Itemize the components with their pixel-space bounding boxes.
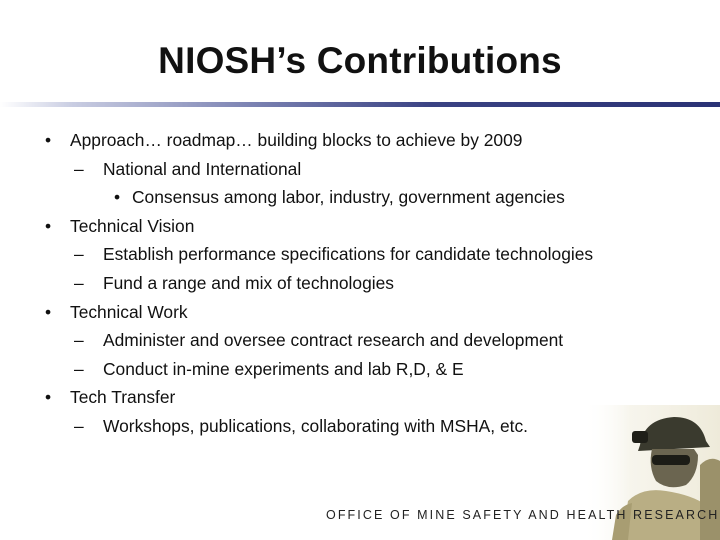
bullet-text: Technical Vision — [70, 215, 195, 236]
sub-bullet-item — [0, 240, 720, 269]
sub-sub-bullet-text: Consensus among labor, industry, government agencies — [132, 187, 565, 208]
sub-bullet-item — [0, 326, 720, 355]
sub-bullet-marker: – — [74, 358, 84, 379]
bullet-marker: • — [45, 387, 52, 408]
bullet-text: Tech Transfer — [70, 387, 176, 408]
bullet-marker: • — [45, 130, 52, 150]
sub-bullet-text: Administer and oversee contract research and development — [103, 330, 564, 351]
sub-bullet-marker: – — [74, 415, 84, 436]
sub-bullet-item — [0, 355, 720, 384]
sub-bullet-text: Fund a range and mix of technologies — [103, 272, 394, 293]
sub-bullet-item — [0, 155, 720, 184]
sub-bullet-text: Workshops, publications, collaborating with MSHA, etc. — [103, 415, 528, 436]
bullet-list — [0, 126, 720, 441]
sub-sub-bullet-marker: • — [114, 187, 121, 208]
sub-bullet-text: Conduct in-mine experiments and lab R,D, & E — [103, 358, 464, 379]
sub-bullet-marker: – — [74, 272, 84, 293]
bullet-item — [0, 298, 720, 327]
sub-bullet-marker: – — [74, 244, 84, 265]
bullet-item — [0, 126, 720, 155]
sub-bullet-item — [0, 269, 720, 298]
bullet-item — [0, 212, 720, 241]
sub-bullet-marker: – — [74, 158, 84, 179]
sub-bullet-text: National and International — [103, 158, 302, 179]
sub-sub-bullet-item — [0, 183, 720, 212]
bullet-text: Technical Work — [70, 301, 188, 322]
footer-label: OFFICE OF MINE SAFETY AND HEALTH RESEARCH — [326, 508, 720, 522]
sub-bullet-text: Establish performance specifications for candidate technologies — [103, 244, 594, 265]
bullet-marker: • — [45, 301, 52, 322]
bullet-marker: • — [45, 215, 52, 236]
bullet-text: Approach… roadmap… building blocks to achieve by 2009 — [70, 130, 523, 150]
title-divider — [0, 102, 720, 107]
sub-bullet-marker: – — [74, 330, 84, 351]
slide-title: NIOSH’s Contributions — [158, 40, 562, 81]
